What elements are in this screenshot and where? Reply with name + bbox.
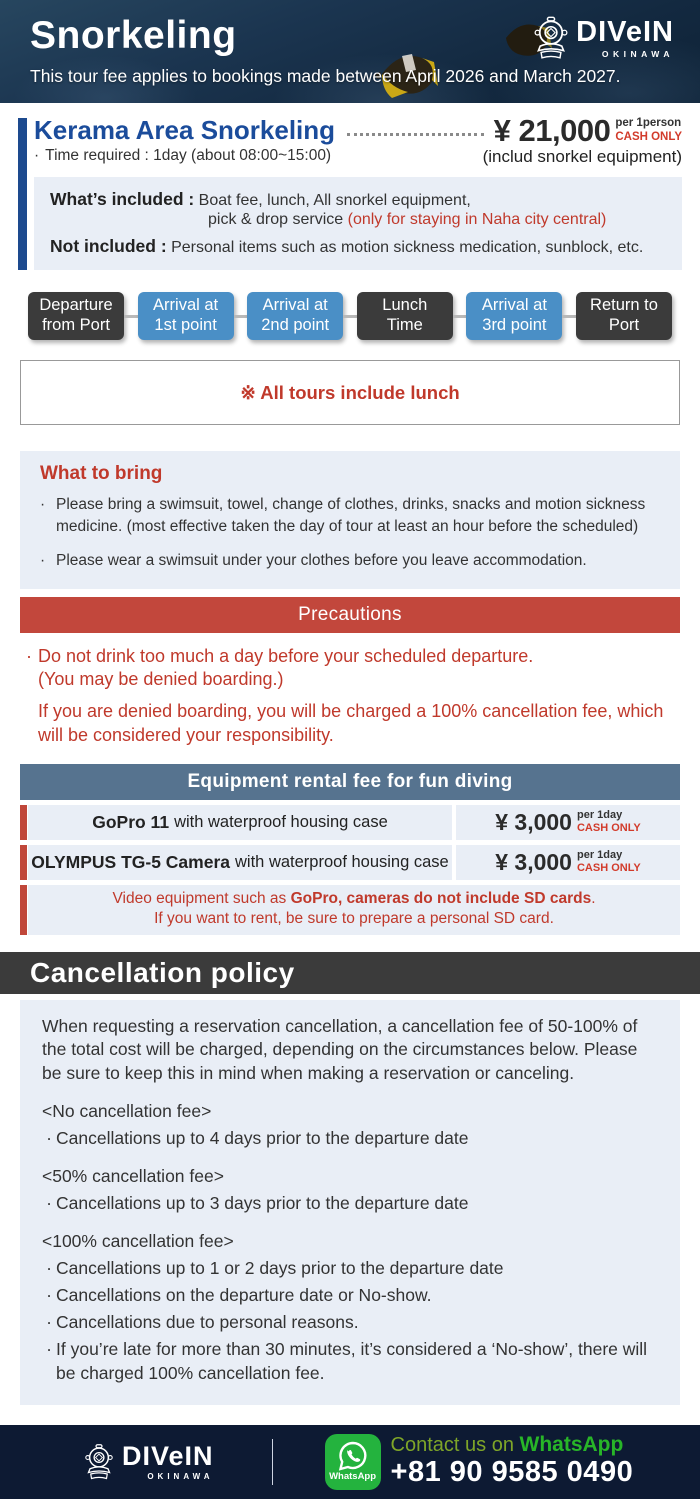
whatsapp-contact[interactable]: [325, 1433, 634, 1489]
price-amount: ¥ 21,000: [493, 113, 611, 148]
list-item: [40, 494, 660, 539]
step-line2: from Port: [42, 316, 110, 334]
timeline-connector: [124, 315, 138, 318]
tour-section: [18, 115, 682, 270]
equipment-name: [28, 845, 452, 880]
price-cash-only: CASH ONLY: [576, 862, 641, 875]
time-required-text: Time required : 1day (about 08:00~15:00): [45, 147, 332, 164]
list-item: [42, 1127, 658, 1150]
step-line2: Port: [608, 316, 640, 334]
brand-region: OKINAWA: [147, 1471, 214, 1481]
equipment-price: [456, 845, 680, 880]
included-label: What’s included :: [50, 189, 195, 209]
precautions-text: [38, 645, 674, 746]
price-per-day: per 1day: [576, 848, 623, 861]
cancellation-section-none: [42, 1100, 658, 1150]
equipment-name: [28, 805, 452, 840]
timeline-connector: [453, 315, 467, 318]
price-per-day: per 1day: [576, 808, 623, 821]
row-accent-bar: [20, 805, 27, 840]
bullet-marker: ·: [26, 646, 32, 667]
price-per-person: per 1person: [615, 117, 682, 129]
step-line1: Return to: [590, 296, 658, 315]
tour-timeline: [28, 292, 672, 340]
cancellation-section-100: [42, 1230, 658, 1385]
list-item: [42, 1192, 658, 1215]
dotted-leader: [347, 120, 484, 136]
price-side: [577, 849, 641, 875]
list-item-text: If you’re late for more than 30 minutes, it’s considered a ‘No-show’, there will be charged 100% cancellation fee.: [56, 1339, 648, 1383]
row-accent-bar: [20, 885, 27, 936]
cancellation-header: [0, 952, 700, 994]
included-line1: [50, 189, 668, 210]
section-title: <100% cancellation fee>: [42, 1231, 234, 1252]
accent-bar: [18, 118, 27, 270]
lunch-note-box: [20, 360, 680, 425]
timeline-step-departure: [28, 292, 124, 340]
precautions-title: Precautions: [298, 604, 402, 626]
list-item: [40, 550, 660, 572]
list-item: [42, 1257, 658, 1280]
included-line2: [208, 211, 668, 229]
step-line2: 3rd point: [482, 316, 547, 334]
step-line1: Arrival at: [481, 296, 547, 315]
equipment-note-line1: [28, 889, 680, 910]
list-item-text: Please bring a swimsuit, towel, change of clothes, drinks, snacks and motion sickness medicine. (most effective taken the day of tour at least an hour before the scheduled): [56, 496, 646, 536]
whatsapp-text: [391, 1433, 634, 1489]
diving-helmet-icon: [533, 16, 569, 60]
equipment-name-rest: with waterproof housing case: [235, 852, 449, 871]
footer: [0, 1425, 700, 1499]
price-amount: ¥ 3,000: [495, 808, 572, 835]
step-line2: Time: [386, 316, 423, 334]
footer-brand-logo: [84, 1442, 214, 1482]
whatsapp-icon-label: WhatsApp: [329, 1471, 377, 1483]
whatsapp-icon[interactable]: [325, 1434, 381, 1490]
cancellation-section-50: [42, 1165, 658, 1215]
equipment-title: Equipment rental fee for fun diving: [187, 770, 513, 792]
brand-name: DIVeIN: [122, 1440, 214, 1471]
lunch-note-text: ※ All tours include lunch: [240, 381, 460, 403]
equipment-name-bold: GoPro 11: [92, 811, 170, 832]
tour-subrow: [34, 147, 682, 167]
timeline-step-return: [576, 292, 672, 340]
bullet-marker: ·: [46, 1192, 52, 1213]
time-required: [34, 147, 331, 165]
timeline-step-lunch: [357, 292, 453, 340]
step-line2: 2nd point: [261, 316, 330, 334]
list-item: [42, 1284, 658, 1307]
equipment-note-row: [20, 885, 680, 936]
list-item: [42, 1311, 658, 1334]
list-item-text: Cancellations up to 1 or 2 days prior to the departure date: [56, 1258, 504, 1279]
table-row: [20, 845, 680, 880]
tour-head: [34, 115, 682, 146]
cancellation-intro: When requesting a reservation cancellation, a cancellation fee of 50-100% of the total cost will be charged, depending on the circumstances below. Please be sure to keep this in mind when making a reservation or canceling.: [42, 1016, 638, 1083]
brand-region: OKINAWA: [601, 48, 674, 59]
included-box: [34, 177, 682, 270]
step-line1: Arrival at: [153, 296, 219, 315]
bullet-marker: ·: [34, 147, 40, 164]
timeline-connector: [562, 315, 576, 318]
list-item-text: Cancellations on the departure date or No-show.: [56, 1285, 432, 1306]
contact-prefix: Contact us on: [390, 1434, 520, 1457]
step-line2: 1st point: [154, 316, 217, 334]
hero-header: [0, 0, 700, 103]
row-accent-bar: [20, 845, 27, 880]
timeline-connector: [234, 315, 248, 318]
timeline-step-2nd-point: [247, 292, 343, 340]
footer-brand-text: [122, 1440, 214, 1481]
price-amount: ¥ 3,000: [495, 848, 572, 875]
equipment-header: [20, 764, 680, 800]
note-bold: GoPro, cameras do not include SD cards: [290, 889, 592, 907]
diving-helmet-icon: [84, 1442, 114, 1482]
bullet-marker: ·: [40, 496, 46, 513]
timeline-step-1st-point: [138, 292, 234, 340]
section-title: <No cancellation fee>: [42, 1100, 212, 1121]
note-suffix: .: [591, 889, 596, 907]
list-item-text: Please wear a swimsuit under your clothes before you leave accommodation.: [56, 551, 587, 569]
price-note: (includ snorkel equipment): [482, 147, 682, 166]
bullet-marker: ·: [46, 1312, 52, 1333]
note-prefix: Video equipment such as: [112, 889, 291, 907]
what-to-bring-title: What to bring: [40, 463, 163, 484]
brand-logo: [533, 16, 674, 60]
brand-text: [576, 15, 674, 59]
price-side: [615, 117, 682, 145]
precautions-line1: Do not drink too much a day before your scheduled departure.: [38, 646, 534, 667]
whatsapp-bubble-icon: [336, 1441, 370, 1473]
not-included-line: [50, 236, 668, 257]
precautions-line3: If you are denied boarding, you will be charged a 100% cancellation fee, which will be considered your responsibility.: [38, 701, 664, 745]
step-line1: Lunch: [382, 296, 428, 315]
not-included-label: Not included :: [50, 236, 167, 256]
step-line1: Departure: [39, 296, 113, 315]
list-item-text: Cancellations due to personal reasons.: [56, 1312, 359, 1333]
bullet-marker: ·: [46, 1258, 52, 1279]
table-row: [20, 805, 680, 840]
timeline-step-3rd-point: [466, 292, 562, 340]
equipment-price: [456, 805, 680, 840]
precautions-body: [26, 645, 674, 746]
cancellation-title: Cancellation policy: [30, 957, 295, 989]
price-cash-only: CASH ONLY: [576, 822, 641, 835]
contact-highlight: WhatsApp: [519, 1433, 624, 1457]
section-title: <50% cancellation fee>: [42, 1165, 224, 1186]
precautions-header: [20, 597, 680, 633]
bullet-marker: ·: [46, 1339, 52, 1360]
included-text: Boat fee, lunch, All snorkel equipment,: [198, 192, 471, 209]
phone-number[interactable]: +81 90 9585 0490: [390, 1456, 634, 1489]
equipment-note-line2: If you want to rent, be sure to prepare a personal SD card.: [154, 910, 554, 928]
cancellation-body: [20, 1000, 680, 1404]
step-line1: Arrival at: [262, 296, 328, 315]
page-title: Snorkeling: [30, 14, 237, 57]
list-item-text: Cancellations up to 3 days prior to the departure date: [56, 1192, 469, 1213]
equipment-name-bold: OLYMPUS TG-5 Camera: [31, 851, 231, 872]
brand-name: DIVeIN: [576, 15, 674, 48]
footer-divider: [272, 1439, 273, 1485]
tour-title: Kerama Area Snorkeling: [34, 115, 336, 145]
price-side: [577, 809, 641, 835]
contact-line: [391, 1433, 634, 1456]
bullet-marker: ·: [46, 1127, 52, 1148]
not-included-text: Personal items such as motion sickness medication, sunblock, etc.: [171, 239, 644, 256]
timeline-connector: [343, 315, 357, 318]
equipment-note: [28, 885, 680, 936]
list-item-text: Cancellations up to 4 days prior to the departure date: [56, 1127, 469, 1148]
list-item: [42, 1338, 658, 1384]
bullet-marker: ·: [46, 1285, 52, 1306]
bullet-marker: ·: [40, 551, 46, 569]
equipment-name-rest: with waterproof housing case: [174, 812, 388, 831]
price-cash-only: CASH ONLY: [615, 130, 682, 143]
tour-price: [494, 115, 682, 146]
precautions-line2: (You may be denied boarding.): [38, 669, 284, 690]
what-to-bring-section: [20, 451, 680, 589]
included-naha-note: (only for staying in Naha city central): [347, 211, 607, 228]
included-text2: pick & drop service: [208, 211, 348, 228]
page-subtitle: This tour fee applies to bookings made between April 2026 and March 2027.: [30, 66, 621, 86]
